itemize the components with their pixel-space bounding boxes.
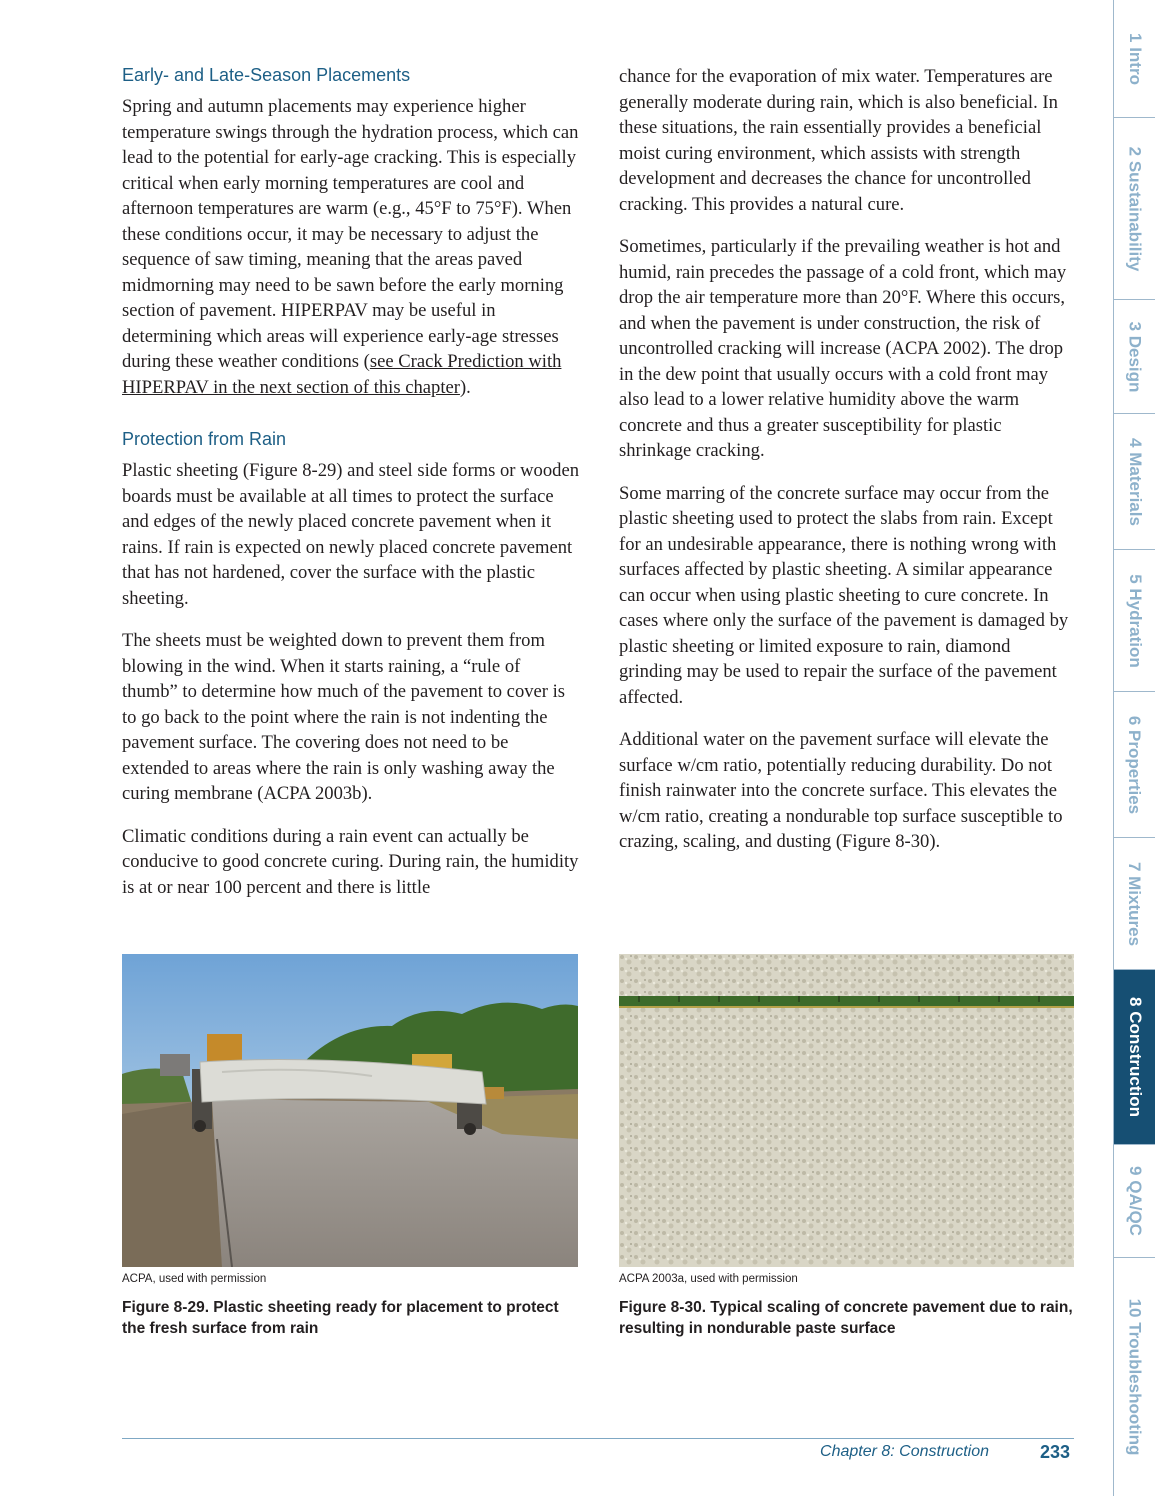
section-heading-early-late-season: Early- and Late-Season Placements bbox=[122, 65, 411, 85]
tab-design[interactable]: 3 Design bbox=[1114, 300, 1155, 414]
paving-plastic-sheeting-photo bbox=[122, 954, 578, 1267]
left-column bbox=[122, 62, 580, 917]
tab-qa-qc[interactable]: 9 QA/QC bbox=[1114, 1145, 1155, 1258]
paragraph: Climatic conditions during a rain event can actually be conducive to good concrete curing. During rain, the humidity is at or near 100 percent and there is little bbox=[122, 825, 579, 898]
right-column bbox=[619, 62, 1077, 872]
figure-caption: Figure 8-30. Typical scaling of concrete pavement due to rain, resulting in nondurable paste surface bbox=[619, 1299, 1073, 1337]
paragraph: Plastic sheeting (Figure 8-29) and steel side forms or wooden boards must be available at all times to protect the surface and edges of the newly placed concrete pavement when it rains. If rain is expected on newly placed concrete pavement that has not hardened, cover the surface with the plastic sheeting. bbox=[122, 460, 579, 609]
page-number: 233 bbox=[1040, 1442, 1071, 1462]
paragraph: chance for the evaporation of mix water. Temperatures are generally moderate during rain, which is also beneficial. In these situations, the rain essentially provides a beneficial moist curing environment, which assists with strength development and decreases the chance for uncontrolled cracking. This provides a natural cure. bbox=[619, 66, 1058, 215]
chapter-tabs bbox=[1113, 0, 1156, 1496]
paragraph: Additional water on the pavement surface will elevate the surface w/cm ratio, potentially reducing durability. Do not finish rainwater into the concrete surface. This elevates the w/cm ratio, creating a nondurable top surface susceptible to crazing, scaling, and dusting (Figure 8-30). bbox=[619, 729, 1063, 852]
tab-materials[interactable]: 4 Materials bbox=[1114, 414, 1155, 550]
paragraph: The sheets must be weighted down to prevent them from blowing in the wind. When it starts raining, a “rule of thumb” to determine how much of the pavement to cover is to go back to the point where the rain is not indenting the pavement surface. The covering does not need to be extended to areas where the rain is only washing away the curing membrane (ACPA 2003b). bbox=[122, 630, 566, 804]
tab-mixtures[interactable]: 7 Mixtures bbox=[1114, 838, 1155, 970]
tab-construction[interactable]: 8 Construction bbox=[1114, 970, 1155, 1145]
paragraph: Sometimes, particularly if the prevailing weather is hot and humid, rain precedes the passage of a cold front, which may drop the air temperature more than 20°F. Where this occurs, and when the pavement is under construction, the risk of uncontrolled cracking will increase (ACPA 2002). The drop in the dew point that usually occurs with a cold front may also lead to a lower relative humidity above the warm concrete and thus a greater susceptibility for plastic shrinkage cracking. bbox=[619, 236, 1067, 461]
tab-properties[interactable]: 6 Properties bbox=[1114, 692, 1155, 838]
concrete-scaling-photo bbox=[619, 954, 1074, 1267]
tab-intro[interactable]: 1 Intro bbox=[1114, 0, 1155, 118]
figure-credit: ACPA 2003a, used with permission bbox=[619, 1273, 798, 1285]
tab-sustainability[interactable]: 2 Sustainability bbox=[1114, 118, 1155, 300]
tab-hydration[interactable]: 5 Hydration bbox=[1114, 550, 1155, 692]
figure-credit: ACPA, used with permission bbox=[122, 1273, 267, 1285]
paragraph: Spring and autumn placements may experience higher temperature swings through the hydration process, which can lead to the potential for early-age cracking. This is especially critical when early morning temperatures are cool and afternoon temperatures are warm (e.g., 45°F to 75°F). When these conditions occur, it may be necessary to adjust the sequence of saw timing, meaning that the areas paved midmorning may need to be sawn before the early morning section of pavement. HIPERPAV may be useful in determining which areas will experience early-age stresses during these weather conditions (see Crack Prediction with HIPERPAV in the next section of this chapter). bbox=[122, 96, 579, 398]
figure-caption: Figure 8-29. Plastic sheeting ready for placement to protect the fresh surface from rain bbox=[122, 1299, 559, 1337]
section-heading-protection-from-rain: Protection from Rain bbox=[122, 429, 287, 449]
paragraph: Some marring of the concrete surface may occur from the plastic sheeting used to protect the slabs from rain. Except for an undesirable appearance, there is nothing wrong with surfaces affected by plastic sheeting. A similar appearance can occur when using plastic sheeting to cure concrete. In cases where only the surface of the pavement is damaged by plastic sheeting or limited exposure to rain, diamond grinding may be used to repair the surface of the pavement affected. bbox=[619, 482, 1069, 708]
footer-divider bbox=[122, 1438, 1074, 1439]
crack-prediction-link[interactable]: see Crack Prediction with HIPERPAV in the next section of this chapter bbox=[122, 351, 562, 398]
tab-troubleshooting[interactable]: 10 Troubleshooting bbox=[1125, 1298, 1145, 1456]
footer-chapter-title: Chapter 8: Construction bbox=[820, 1443, 989, 1460]
